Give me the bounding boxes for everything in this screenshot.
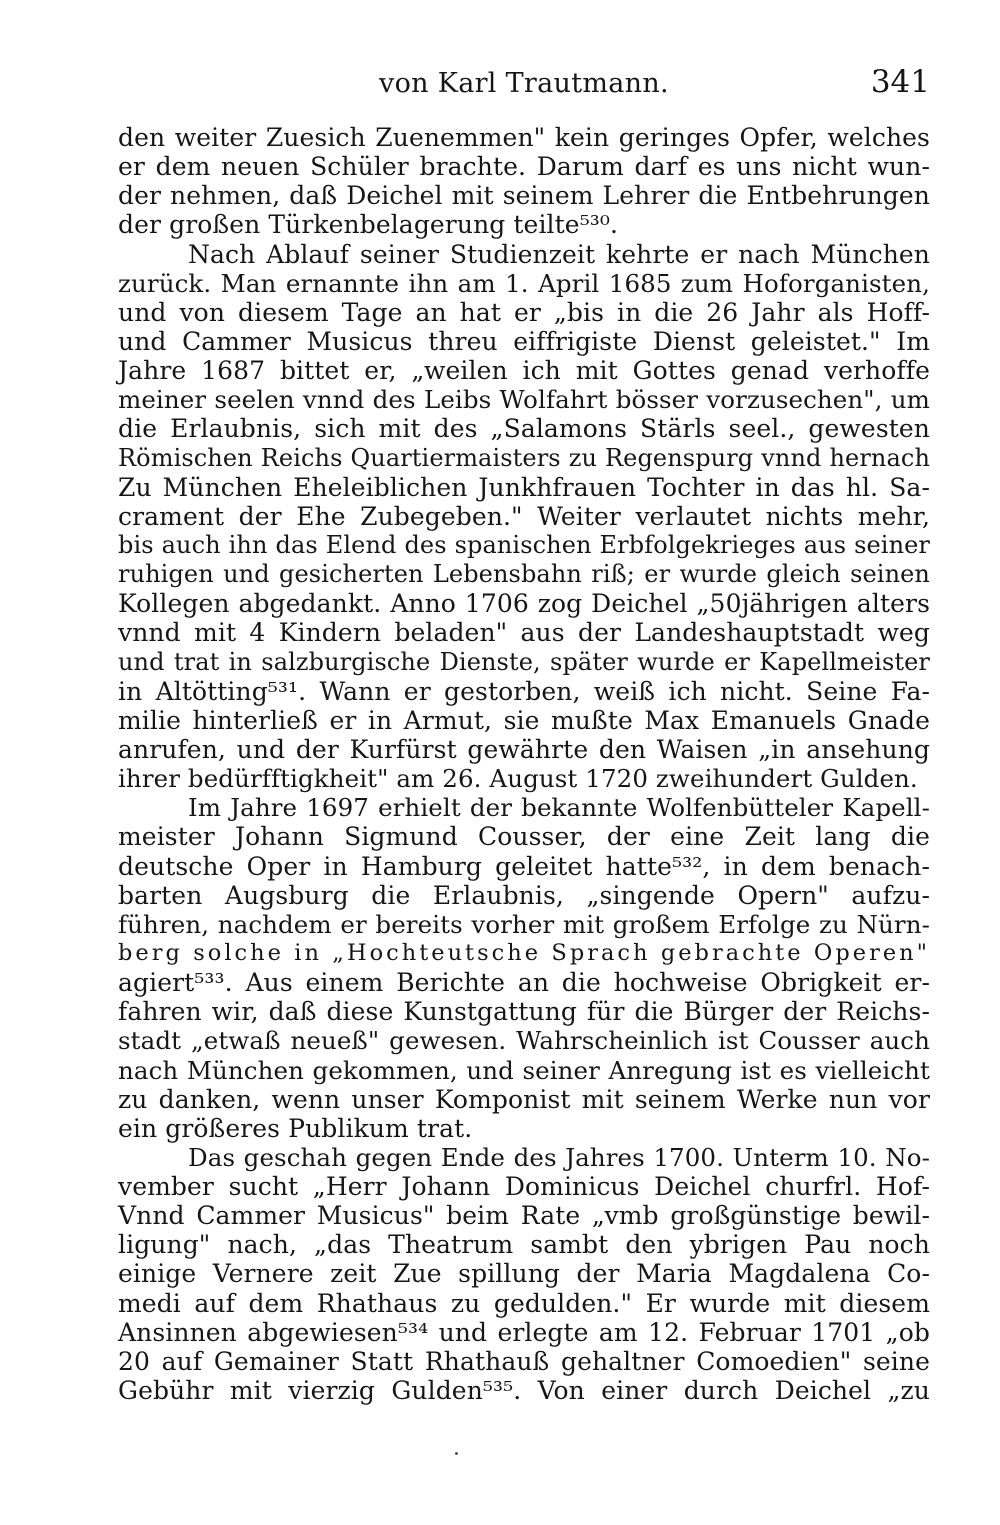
running-title: von Karl Trautmann. [379, 68, 669, 99]
text-line: Kollegen abgedankt. Anno 1706 zog Deichel „50jährigen alters [118, 589, 930, 619]
text-line: meiner seelen vnnd des Leibs Wolfahrt bösser vorzusechen", um [118, 385, 930, 415]
text-line: Nach Ablauf seiner Studienzeit kehrte er nach München [188, 239, 930, 269]
text-line: deutsche Oper in Hamburg geleitet hatte⁵³², in dem benach- [118, 851, 930, 881]
text-line: und von diesem Tage an hat er „bis in die 26 Jahr als Hoff- [118, 297, 930, 327]
text-line: den weiter Zuesich Zuenemmen" kein geringes Opfer, welches [118, 123, 930, 152]
text-line: nach München gekommen, und seiner Anregung ist es vielleicht [118, 1055, 930, 1085]
text-line: milie hinterließ er in Armut, sie mußte Max Emanuels Gnade [118, 705, 930, 735]
text-line: ligung" nach, „das Theatrum sambt den ybrigen Pau noch [118, 1230, 930, 1260]
text-line: 20 auf Gemainer Statt Rhathauß gehaltner Comoedien" seine [118, 1346, 930, 1376]
text-line: meister Johann Sigmund Cousser, der eine Zeit lang die [118, 822, 930, 852]
text-line: Vnnd Cammer Musicus" beim Rate „vmb großgünstige bewil- [118, 1201, 930, 1231]
text-line: Jahre 1687 bittet er, „weilen ich mit Gottes genad verhoffe [118, 356, 930, 386]
text-line: berg solche in „Hochteutsche Sprach gebrachte Operen" [118, 939, 930, 966]
text-line: anrufen, und der Kurfürst gewährte den Waisen „in ansehung [118, 734, 930, 764]
text-line: fahren wir, daß diese Kunstgattung für die Bürger der Reichs- [118, 997, 930, 1027]
text-line: der großen Türkenbelagerung teilte⁵³⁰. [118, 210, 619, 240]
text-line: Zu München Eheleiblichen Junkhfrauen Tochter in das hl. Sa- [118, 472, 930, 502]
text-line: ruhigen und gesicherten Lebensbahn riß; er wurde gleich seinen [118, 560, 930, 589]
text-line: Gebühr mit vierzig Gulden⁵³⁵. Von einer durch Deichel „zu [118, 1376, 930, 1406]
text-line: bis auch ihn das Elend des spanischen Erbfolgekrieges aus seiner [118, 530, 930, 559]
text-line: führen, nachdem er bereits vorher mit großem Erfolge zu Nürn- [118, 909, 930, 939]
text-line: der nehmen, daß Deichel mit seinem Lehrer die Entbehrungen [118, 181, 930, 211]
body-text [118, 123, 930, 1405]
text-line: Römischen Reichs Quartiermaisters zu Regenspurg vnnd hernach [118, 443, 930, 472]
running-head [118, 66, 930, 102]
text-line: vember sucht „Herr Johann Dominicus Deichel churfrl. Hof- [118, 1172, 930, 1202]
text-line: vnnd mit 4 Kindern beladen" aus der Landeshauptstadt weg [118, 618, 930, 648]
text-line: crament der Ehe Zubegeben." Weiter verlautet nichts mehr, [118, 501, 930, 531]
text-line: Das geschah gegen Ende des Jahres 1700. Unterm 10. No- [188, 1142, 930, 1172]
text-line: medi auf dem Rhathaus zu gedulden." Er wurde mit diesem [118, 1288, 930, 1318]
text-line: und trat in salzburgische Dienste, später wurde er Kapellmeister [118, 647, 930, 676]
text-line: ein größeres Publikum trat. [118, 1113, 473, 1143]
text-line: zu danken, wenn unser Komponist mit seinem Werke nun vor [118, 1084, 930, 1114]
text-line: barten Augsburg die Erlaubnis, „singende Opern" aufzu- [118, 880, 930, 910]
text-line: stadt „etwaß neueß" gewesen. Wahrscheinlich ist Cousser auch [118, 1026, 930, 1056]
text-line: ihrer bedürfftigkheit" am 26. August 1720 zweihundert Gulden. [118, 764, 918, 794]
text-line: in Altötting⁵³¹. Wann er gestorben, weiß ich nicht. Seine Fa- [118, 676, 930, 706]
text-line: agiert⁵³³. Aus einem Berichte an die hochweise Obrigkeit er- [118, 968, 930, 998]
text-line: zurück. Man ernannte ihn am 1. April 1685 zum Hoforganisten, [118, 268, 930, 298]
text-line: Ansinnen abgewiesen⁵³⁴ und erlegte am 12. Februar 1701 „ob [118, 1317, 930, 1347]
text-line: die Erlaubnis, sich mit des „Salamons Stärls seel., gewesten [118, 414, 930, 444]
text-line: und Cammer Musicus threu eiffrigiste Dienst geleistet." Im [118, 326, 930, 356]
text-line: einige Vernere zeit Zue spillung der Maria Magdalena Co- [118, 1259, 930, 1289]
page-number: 341 [870, 64, 930, 100]
text-line: Im Jahre 1697 erhielt der bekannte Wolfenbütteler Kapell- [188, 793, 930, 823]
print-speck [455, 1452, 458, 1455]
text-line: er dem neuen Schüler brachte. Darum darf es uns nicht wun- [118, 152, 930, 182]
